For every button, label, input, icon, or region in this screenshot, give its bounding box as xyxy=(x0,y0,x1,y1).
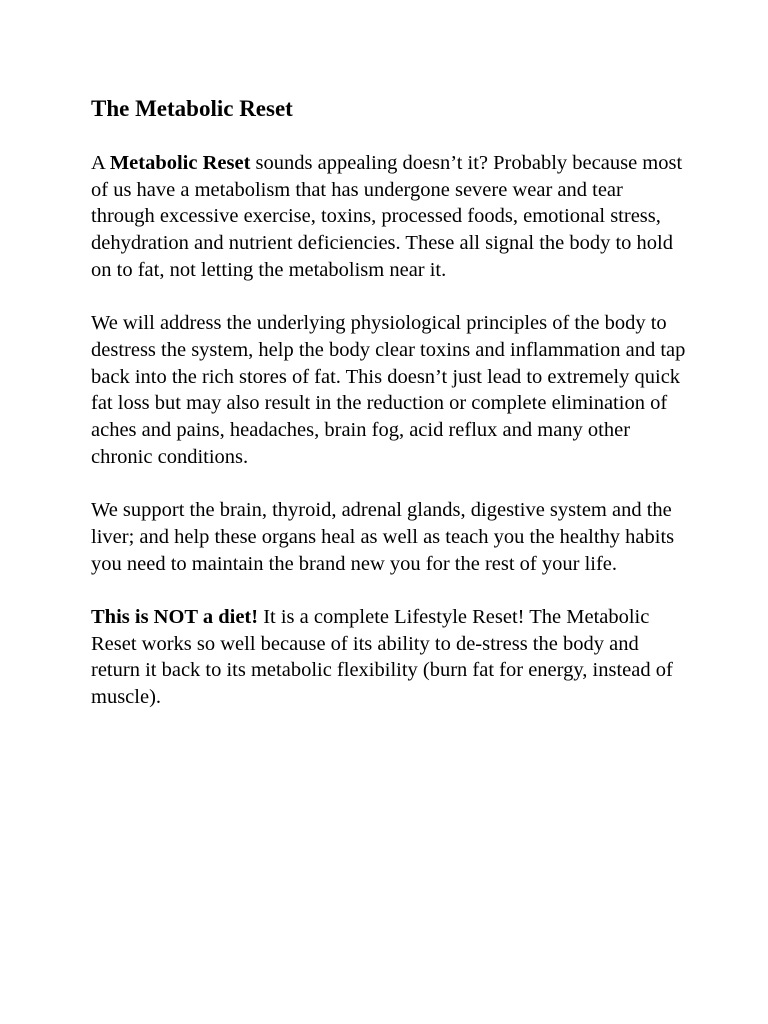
paragraph-text: We support the brain, thyroid, adrenal glands, digestive system and the liver; and help these organs heal as well as teach you the healthy habits you need to maintain the brand new you for the rest of your life. xyxy=(91,499,675,575)
paragraph-intro xyxy=(91,150,691,284)
bold-statement-not-a-diet: This is NOT a diet! xyxy=(91,605,259,628)
paragraph-lead: A xyxy=(91,152,110,174)
paragraph-lifestyle xyxy=(91,604,691,711)
paragraph-organ-support xyxy=(91,497,691,577)
document-page xyxy=(91,94,691,737)
paragraph-text: We will address the underlying physiological principles of the body to destress the system, help the body clear toxins and inflammation and tap back into the rich stores of fat. This doesn’t just lead to extremely quick fat loss but may also result in the reduction or complete elimination of aches and pains, headaches, brain fog, acid reflux and many other chronic conditions. xyxy=(91,312,686,468)
bold-term-metabolic-reset: Metabolic Reset xyxy=(109,152,251,174)
document-title: The Metabolic Reset xyxy=(91,96,293,121)
paragraph-text: sounds appealing doesn’t it? Probably because most of us have a metabolism that has undergone severe wear and tear through excessive exercise, toxins, processed foods, emotional stress, dehydration and nutrient deficiencies. These all signal the body to hold on to fat, not letting the metabolism near it. xyxy=(91,152,683,281)
paragraph-physiology xyxy=(91,310,691,470)
paragraph-text: It is a complete Lifestyle Reset! The Metabolic Reset works so well because of its ability to de-stress the body and return it back to its metabolic flexibility (burn fat for energy, instead of muscle). xyxy=(91,605,673,709)
